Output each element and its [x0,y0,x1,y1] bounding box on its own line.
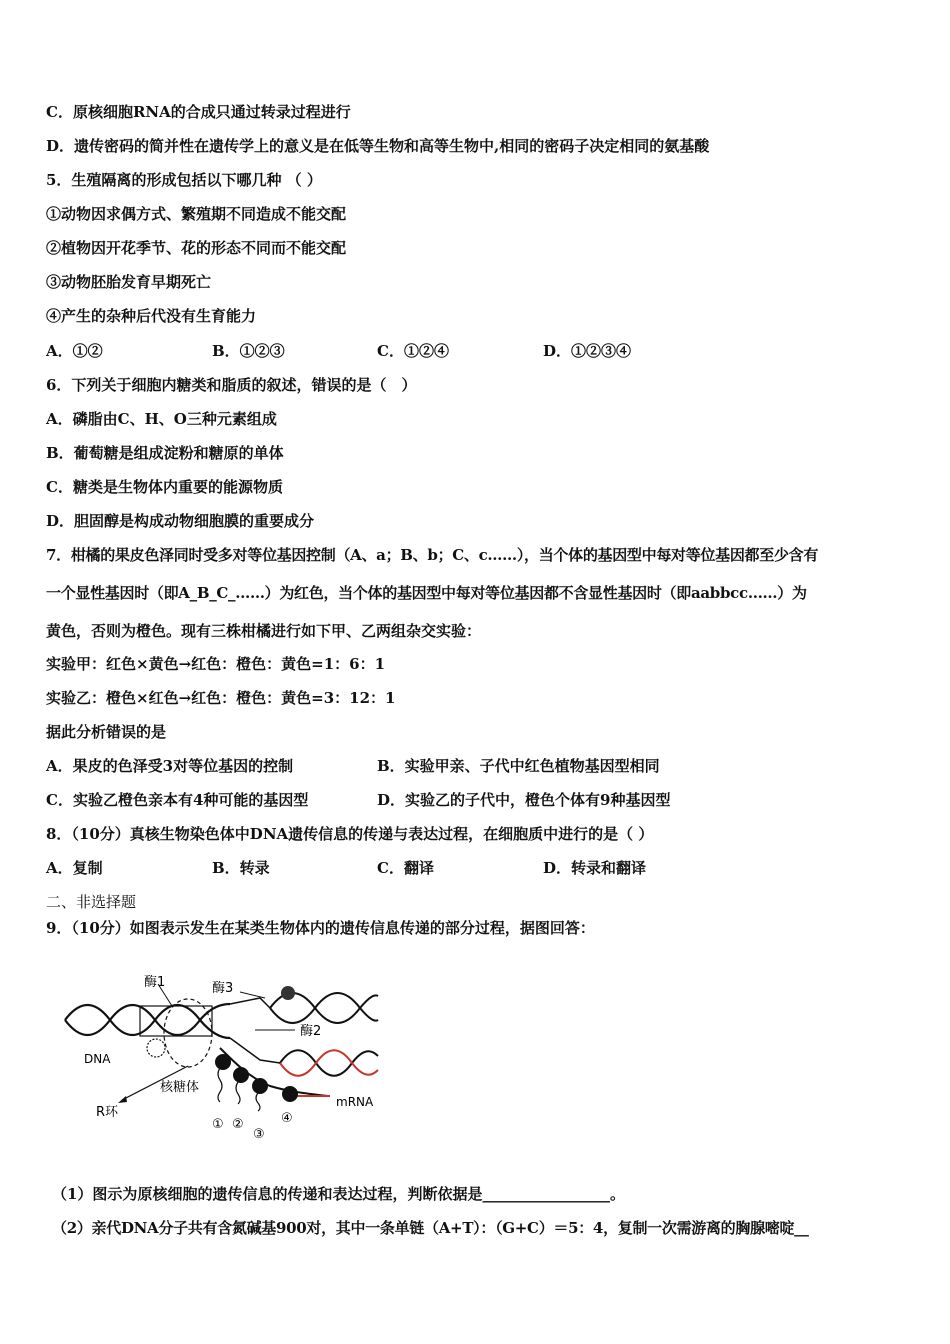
q6-stem: 6．下列关于细胞内糖类和脂质的叙述，错误的是（ ） [46,376,417,394]
coding-strand [230,998,270,1008]
arrow-head [118,1096,127,1103]
q6-option-c: C．糖类是生物体内重要的能源物质 [46,478,283,496]
label-enzyme-2: 酶2 [300,1024,322,1039]
q5-option-c: C．①②④ [377,342,449,360]
label-enzyme-3: 酶3 [212,981,234,996]
enzyme-1 [147,1039,165,1057]
enzyme-3-leader [240,992,265,998]
transcription-translation-diagram [60,968,390,1148]
q7-option-d: D．实验乙的子代中，橙色个体有9种基因型 [377,791,671,809]
q9-subquestion-2: （2）亲代DNA分子共有含氮碱基900对，其中一条单链（A+T）：（G+C）＝5：4，复制一次需游离的胸腺嘧啶__ [52,1219,809,1237]
label-r-loop: R环 [96,1105,119,1120]
label-peptide-2: ② [232,1117,244,1132]
label-enzyme-1: 酶1 [144,975,166,990]
q7-stem-line1: 7．柑橘的果皮色泽同时受多对等位基因控制（A、a；B、b；C、c……），当个体的基因型中每对等位基因都至少含有 [46,546,819,564]
q7-stem-line2: 一个显性基因时（即A_B_C_……）为红色，当个体的基因型中每对等位基因都不含显性基因时（即aabbcc……）为 [46,584,807,602]
q4-option-c: C．原核细胞RNA的合成只通过转录过程进行 [46,103,351,121]
q9-subquestion-1: （1）图示为原核细胞的遗传信息的传递和表达过程，判断依据是_________________。 [52,1185,625,1203]
peptide-2 [236,1082,240,1104]
label-peptide-4: ④ [281,1111,293,1126]
q5-item-2: ②植物因开花季节、花的形态不同而不能交配 [46,239,347,257]
q8-option-b: B．转录 [212,859,270,877]
q4-option-d: D．遗传密码的简并性在遗传学上的意义是在低等生物和高等生物中,相同的密码子决定相同的氨基酸 [46,137,710,155]
q7-stem-line3: 黄色，否则为橙色。现有三株柑橘进行如下甲、乙两组杂交实验： [46,622,482,640]
dna-strand-lower-right-red [280,1050,378,1076]
template-strand [230,1038,280,1063]
q5-stem: 5．生殖隔离的形成包括以下哪几种 （ ） [46,171,322,189]
q5-option-a: A．①② [46,342,103,360]
q5-item-1: ①动物因求偶方式、繁殖期不同造成不能交配 [46,205,347,223]
q8-option-a: A．复制 [46,859,103,877]
q6-option-a: A．磷脂由C、H、O三种元素组成 [46,410,277,428]
peptide-3 [256,1093,260,1111]
q7-experiment-a: 实验甲：红色×黄色→红色：橙色：黄色=1：6：1 [46,655,386,673]
q5-option-d: D．①②③④ [543,342,632,360]
label-dna: DNA [84,1052,111,1066]
q7-question: 据此分析错误的是 [46,723,167,741]
ribosome-4 [282,1086,298,1102]
q7-option-b: B．实验甲亲、子代中红色植物基因型相同 [377,757,660,775]
q5-option-b: B．①②③ [212,342,285,360]
label-peptide-1: ① [212,1117,224,1132]
label-peptide-3: ③ [253,1127,265,1142]
q8-option-c: C．翻译 [377,859,434,877]
label-ribosome: 核糖体 [160,1080,200,1095]
q7-option-a: A．果皮的色泽受3对等位基因的控制 [46,757,294,775]
dna-strand-upper-left [65,1005,230,1038]
q7-option-c: C．实验乙橙色亲本有4种可能的基因型 [46,791,309,809]
q5-item-4: ④产生的杂种后代没有生育能力 [46,307,257,325]
q6-option-d: D．胆固醇是构成动物细胞膜的重要成分 [46,512,315,530]
label-mrna: mRNA [336,1095,374,1109]
q9-stem: 9．（10分）如图表示发生在某类生物体内的遗传信息传递的部分过程，据图回答： [46,919,595,937]
ribosome-1 [215,1054,231,1070]
peptide-1 [218,1068,222,1102]
q5-item-3: ③动物胚胎发育早期死亡 [46,273,212,291]
enzyme-3 [281,986,295,1000]
ribosome-2 [233,1067,249,1083]
ribosome-3 [252,1078,268,1094]
section-heading: 二、非选择题 [46,893,137,911]
q8-option-d: D．转录和翻译 [543,859,647,877]
q8-stem: 8．（10分）真核生物染色体中DNA遗传信息的传递与表达过程，在细胞质中进行的是（ ） [46,825,654,843]
q6-option-b: B．葡萄糖是组成淀粉和糖原的单体 [46,444,284,462]
q7-experiment-b: 实验乙：橙色×红色→红色：橙色：黄色=3：12：1 [46,689,396,707]
dna-strand-lower-right [280,1050,378,1076]
